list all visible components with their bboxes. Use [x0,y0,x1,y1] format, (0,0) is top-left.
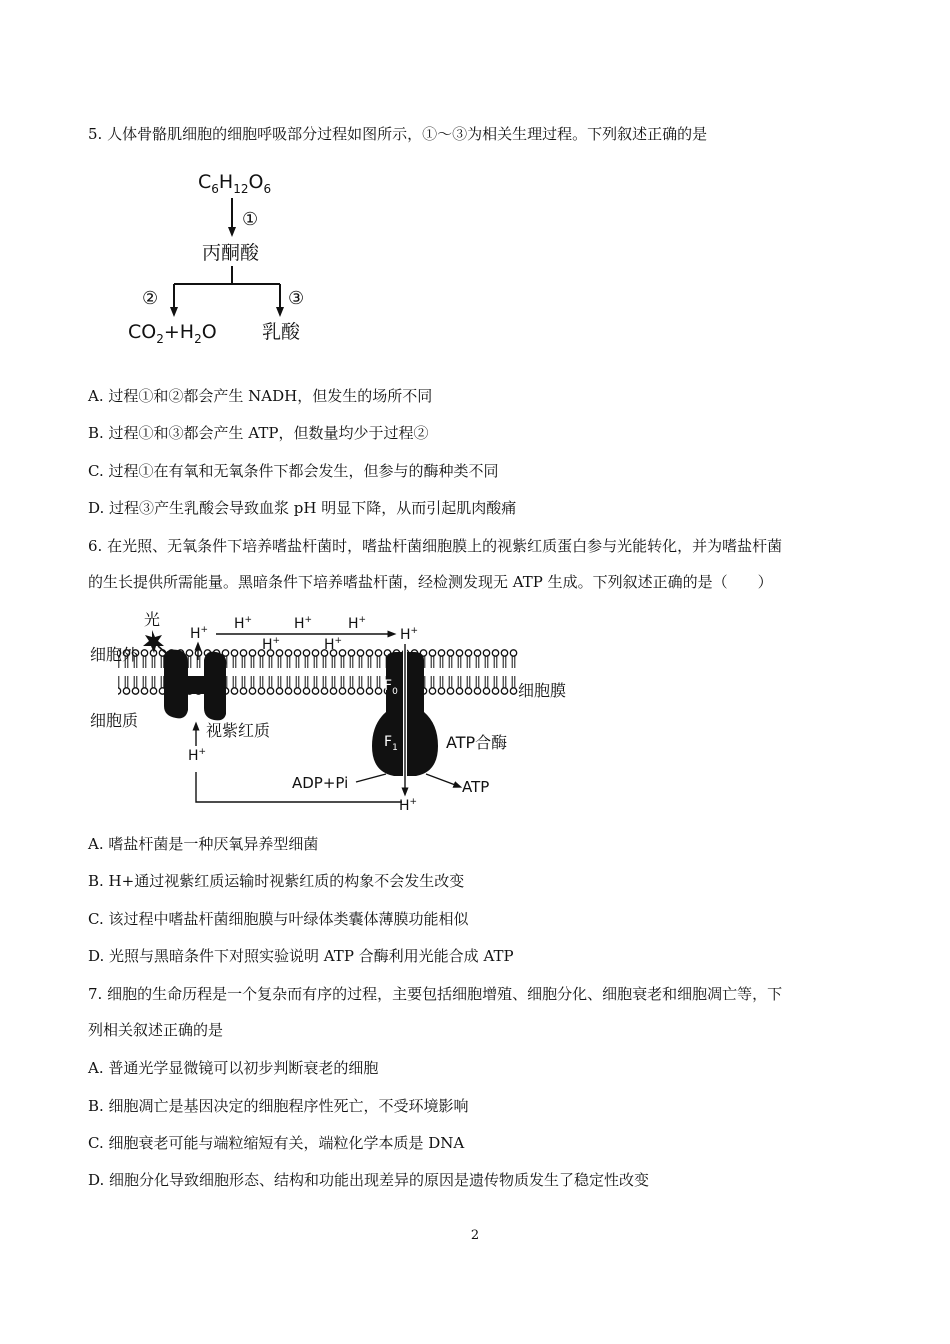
q6-stem-line1: 6. 在光照、无氧条件下培养嗜盐杆菌时，嗜盐杆菌细胞膜上的视紫红质蛋白参与光能转化，并为嗜盐杆菌 [88,537,783,555]
q7-stem-line1: 7. 细胞的生命历程是一个复杂而有序的过程，主要包括细胞增殖、细胞分化、细胞衰老和细胞凋亡等，下 [88,985,783,1003]
q5-option-a: A. 过程①和②都会产生 NADH，但发生的场所不同 [88,387,433,405]
adp-to-synthase-line [356,774,386,782]
step3-label: ③ [288,288,305,309]
f0-label: $F_0$ [384,678,398,697]
q6-option-a: A. 嗜盐杆菌是一种厌氧异养型细菌 [88,835,319,853]
q5-option-b: B. 过程①和③都会产生 ATP，但数量均少于过程② [88,424,429,442]
q5-respiration-diagram [120,162,380,352]
proton-2: H+ [294,615,313,632]
q6-option-c: C. 该过程中嗜盐杆菌细胞膜与叶绿体类囊体薄膜功能相似 [88,910,469,928]
q5-stem: 5. 人体骨骼肌细胞的细胞呼吸部分过程如图所示，①～③为相关生理过程。下列叙述正确的是 [88,125,708,143]
pyruvate-label: 丙酮酸 [202,242,260,264]
q5-option-d: D. 过程③产生乳酸会导致血浆 pH 明显下降，从而引起肌肉酸痛 [88,499,517,517]
q6-stem-line2: 的生长提供所需能量。黑暗条件下培养嗜盐杆菌，经检测发现无 ATP 生成。下列叙述正确的是（ ） [88,573,773,591]
q7-option-c: C. 细胞衰老可能与端粒缩短有关，端粒化学本质是 DNA [88,1134,465,1152]
atp-label: ATP [462,778,490,796]
step2-label: ② [142,288,159,309]
cytoplasm-label: 细胞质 [90,711,139,730]
atp-synthase-label: ATP合酶 [446,733,508,752]
q6-halobacterium-diagram [86,608,586,818]
proton-6: H+ [400,626,419,643]
proton-3: H+ [348,615,367,632]
proton-release: H+ [190,625,209,642]
step1-label: ① [242,209,259,230]
lactate-label: 乳酸 [262,321,301,343]
proton-5: H+ [324,636,343,653]
page-number: 2 [470,1228,480,1243]
rhodopsin-label: 视紫红质 [206,721,271,740]
cell-outside-label: 细胞外 [90,645,139,664]
q7-option-d: D. 细胞分化导致细胞形态、结构和功能出现差异的原因是遗传物质发生了稳定性改变 [88,1171,650,1189]
membrane-label: 细胞膜 [518,681,567,700]
co2-water-label: $CO_2+H_2O$ [128,321,217,346]
q5-option-c: C. 过程①在有氧和无氧条件下都会发生，但参与的酶种类不同 [88,462,499,480]
adp-pi-label: ADP+Pi [292,774,349,792]
q7-stem-line2: 列相关叙述正确的是 [88,1021,224,1039]
glucose-formula: $C_6H_{12}O_6$ [198,171,272,196]
proton-4: H+ [262,636,281,653]
q6-option-d: D. 光照与黑暗条件下对照实验说明 ATP 合酶利用光能合成 ATP [88,947,514,965]
proton-bottom: H+ [399,797,418,814]
proton-left: H+ [188,747,207,764]
proton-1: H+ [234,615,253,632]
light-label: 光 [144,610,161,629]
f1-label: $F_1$ [384,734,398,753]
q7-option-b: B. 细胞凋亡是基因决定的细胞程序性死亡，不受环境影响 [88,1097,469,1115]
q7-option-a: A. 普通光学显微镜可以初步判断衰老的细胞 [88,1059,379,1077]
q6-option-b: B. H+通过视紫红质运输时视紫红质的构象不会发生改变 [88,872,465,890]
synthase-to-atp-arrow [426,774,458,786]
